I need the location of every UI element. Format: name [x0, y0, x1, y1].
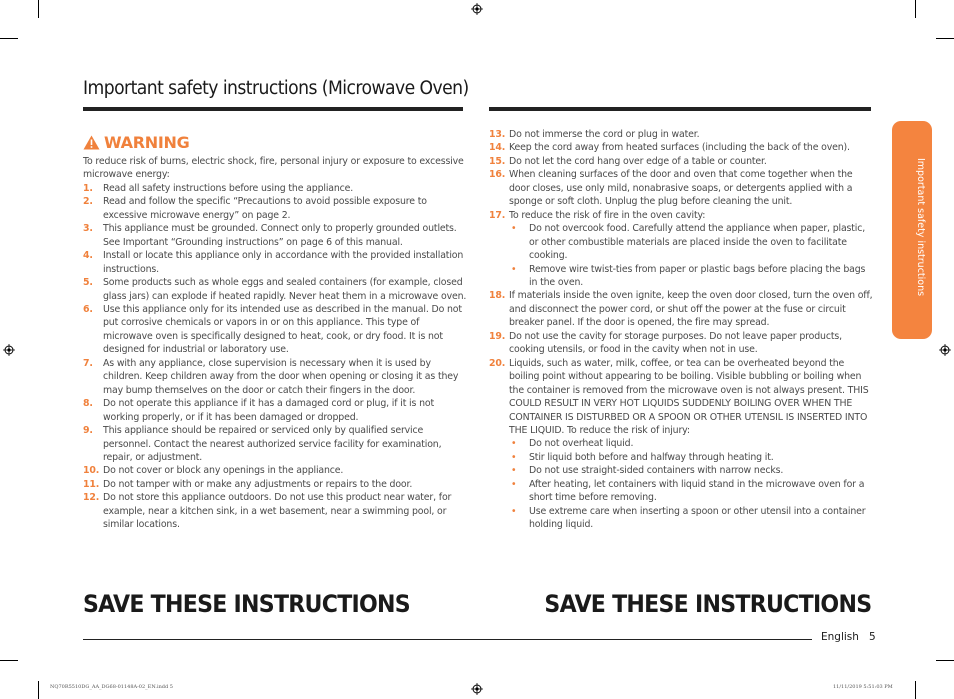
item-text: Do not store this appliance outdoors. Do not use this product near water, for example, near a kitchen sink, in a wet basement, near a swimming pool, or similar locations. — [103, 492, 452, 531]
crop-mark — [0, 38, 18, 39]
left-instruction-list — [83, 182, 468, 532]
crop-mark — [936, 660, 954, 661]
registration-mark-icon — [471, 3, 483, 15]
item-number: 11. — [83, 478, 100, 490]
crop-mark — [915, 0, 916, 18]
item-text: Liquids, such as water, milk, coffee, or tea can be overheated beyond the boiling point without appearing to be boiling. Visible bubbling or boiling when the container is removed from the microwave oven is not always present. THIS COULD RESULT IN VERY HOT LIQUIDS SUDDENLY BOILING OVER WHEN THE CONTAINER IS DISTURBED OR A SPOON OR OTHER UTENSIL IS INSERTED INTO THE LIQUID. To reduce the risk of injury: — [509, 357, 869, 436]
item-text: Some products such as whole eggs and sealed containers (for example, closed glass jars) can explode if heated rapidly. Never heat them in a microwave oven. — [103, 277, 467, 302]
registration-mark-icon — [3, 344, 15, 356]
warning-triangle-icon — [83, 135, 100, 150]
bullet-text: After heating, let containers with liquid stand in the microwave oven for a short time before removing. — [529, 478, 865, 504]
instruction-item — [83, 303, 468, 357]
item-number: 8. — [83, 398, 93, 410]
instruction-item — [83, 397, 468, 424]
instruction-item — [489, 330, 874, 357]
item-number: 10. — [83, 465, 100, 477]
instruction-item — [83, 222, 468, 249]
page-number: 5 — [868, 631, 876, 643]
heading-rule-left — [83, 107, 463, 111]
bullet-text: Remove wire twist-ties from paper or plastic bags before placing the bags in the oven. — [529, 263, 866, 288]
item-number: 1. — [83, 182, 93, 194]
bullet-item — [489, 222, 874, 262]
save-instructions-left: SAVE THESE INSTRUCTIONS — [83, 590, 410, 618]
save-instructions-right: SAVE THESE INSTRUCTIONS — [544, 590, 871, 618]
bullet-text: Use extreme care when inserting a spoon or other utensil into a container holding liquid. — [529, 505, 866, 531]
item-text: Do not cover or block any openings in the appliance. — [103, 465, 344, 477]
warning-label: WARNING — [104, 133, 190, 152]
item-text: Read all safety instructions before using the appliance. — [103, 182, 354, 194]
instruction-item — [83, 478, 468, 491]
item-number: 18. — [489, 290, 506, 302]
bullet-text: Do not use straight-sided containers with narrow necks. — [529, 465, 784, 477]
item-number: 20. — [489, 357, 506, 369]
item-number: 2. — [83, 196, 93, 208]
instruction-item — [83, 357, 468, 397]
item-number: 9. — [83, 425, 93, 437]
item-text: Do not use the cavity for storage purposes. Do not leave paper products, cooking utensils, or food in the cavity when not in use. — [509, 330, 842, 356]
instruction-item — [489, 155, 874, 168]
item-number: 14. — [489, 142, 506, 154]
bullet-icon: • — [511, 451, 517, 463]
registration-mark-icon — [939, 344, 951, 356]
item-number: 13. — [489, 129, 506, 140]
bullet-text: Stir liquid both before and halfway through heating it. — [529, 451, 774, 463]
bullet-icon: • — [511, 465, 517, 477]
crop-mark — [38, 681, 39, 699]
item-number: 4. — [83, 250, 93, 262]
item-number: 12. — [83, 492, 100, 504]
left-column — [83, 155, 468, 532]
bullet-text: Do not overheat liquid. — [529, 438, 634, 450]
heading-rule-right — [489, 107, 871, 111]
item-text: When cleaning surfaces of the door and oven that come together when the door closes, use only mild, nonabrasive soaps, or detergents applied with a sponge or soft cloth. Unplug the plug before cleaning the unit. — [509, 169, 853, 208]
bullet-icon: • — [511, 505, 517, 517]
bullet-item — [489, 451, 874, 464]
item-text: As with any appliance, close supervision is necessary when it is used by children. Keep children away from the door when opening or closing it as they may bump themselves on the door or catch their fingers in the door. — [103, 357, 459, 396]
bullet-icon: • — [511, 223, 517, 235]
bullet-item — [489, 505, 874, 532]
footer-rule — [83, 639, 812, 640]
right-instruction-list — [489, 128, 874, 532]
instruction-item — [83, 195, 468, 222]
item-text: Read and follow the specific “Precautions to avoid possible exposure to excessive microwave energy” on page 2. — [103, 196, 427, 221]
instruction-item — [83, 464, 468, 477]
item-text: Do not let the cord hang over edge of a table or counter. — [509, 155, 767, 167]
instruction-item — [489, 357, 874, 438]
item-text: Do not immerse the cord or plug in water. — [509, 129, 700, 140]
print-slug-file: NQ70R5510DG_AA_DG68-01148A-02_EN.indd 5 — [50, 684, 173, 690]
item-number: 15. — [489, 155, 506, 167]
item-text: If materials inside the oven ignite, keep the oven door closed, turn the oven off, and disconnect the power cord, or shut off the power at the fuse or circuit breaker panel. If the door is opened, the fire may spread. — [509, 290, 873, 329]
item-number: 5. — [83, 277, 93, 289]
instruction-item — [489, 128, 874, 141]
bullet-item — [489, 464, 874, 477]
item-number: 7. — [83, 357, 93, 369]
item-text: To reduce the risk of fire in the oven cavity: — [509, 209, 706, 221]
crop-mark — [936, 38, 954, 39]
bullet-text: Do not overcook food. Carefully attend the appliance when paper, plastic, or other combustible materials are placed inside the oven to facilitate cooking. — [529, 223, 866, 262]
item-text: Keep the cord away from heated surfaces (including the back of the oven). — [509, 142, 850, 154]
crop-mark — [0, 660, 18, 661]
instruction-item — [489, 141, 874, 154]
instruction-item — [83, 491, 468, 531]
item-text: Do not operate this appliance if it has a damaged cord or plug, if it is not working properly, or if it has been damaged or dropped. — [103, 398, 434, 423]
instruction-item — [83, 276, 468, 303]
item-number: 16. — [489, 169, 506, 181]
item-text: Install or locate this appliance only in accordance with the provided installation instructions. — [103, 250, 464, 275]
bullet-icon: • — [511, 263, 517, 275]
item-number: 19. — [489, 330, 506, 342]
page-footer — [821, 631, 876, 643]
instruction-item — [489, 209, 874, 222]
bullet-icon: • — [511, 478, 517, 490]
footer-language: English — [821, 631, 859, 643]
crop-mark — [38, 0, 39, 18]
item-text: Use this appliance only for its intended use as described in the manual. Do not put corrosive chemicals or vapors in or on this appliance. This type of microwave oven is specifically designed to heat, cook, or dry food. It is not designed for industrial or laboratory use. — [103, 303, 462, 356]
warning-intro: To reduce risk of burns, electric shock, fire, personal injury or exposure to excessive microwave energy: — [83, 156, 464, 181]
instruction-item — [489, 168, 874, 208]
item-text: Do not tamper with or make any adjustments or repairs to the door. — [103, 478, 413, 490]
item-text: This appliance should be repaired or serviced only by qualified service personnel. Contact the nearest authorized service facility for examination, repair, or adjustment. — [103, 425, 442, 463]
crop-mark — [915, 681, 916, 699]
print-slug-timestamp: 11/11/2019 5:51:03 PM — [833, 684, 893, 690]
item-number: 3. — [83, 223, 93, 235]
instruction-item — [83, 424, 468, 464]
instruction-item — [83, 249, 468, 276]
side-tab-label: Important safety instructions — [915, 158, 926, 297]
warning-heading — [83, 133, 189, 152]
registration-mark-icon — [471, 683, 483, 695]
item-number: 6. — [83, 303, 93, 315]
bullet-icon: • — [511, 438, 517, 450]
item-number: 17. — [489, 209, 506, 221]
right-column — [489, 128, 874, 532]
page-title: Important safety instructions (Microwave Oven) — [83, 78, 469, 99]
bullet-item — [489, 478, 874, 505]
instruction-item — [489, 289, 874, 329]
bullet-item — [489, 437, 874, 450]
bullet-item — [489, 263, 874, 290]
instruction-item — [83, 182, 468, 195]
item-text: This appliance must be grounded. Connect only to properly grounded outlets. See Important “Grounding instructions” on page 6 of this manual. — [103, 223, 457, 248]
